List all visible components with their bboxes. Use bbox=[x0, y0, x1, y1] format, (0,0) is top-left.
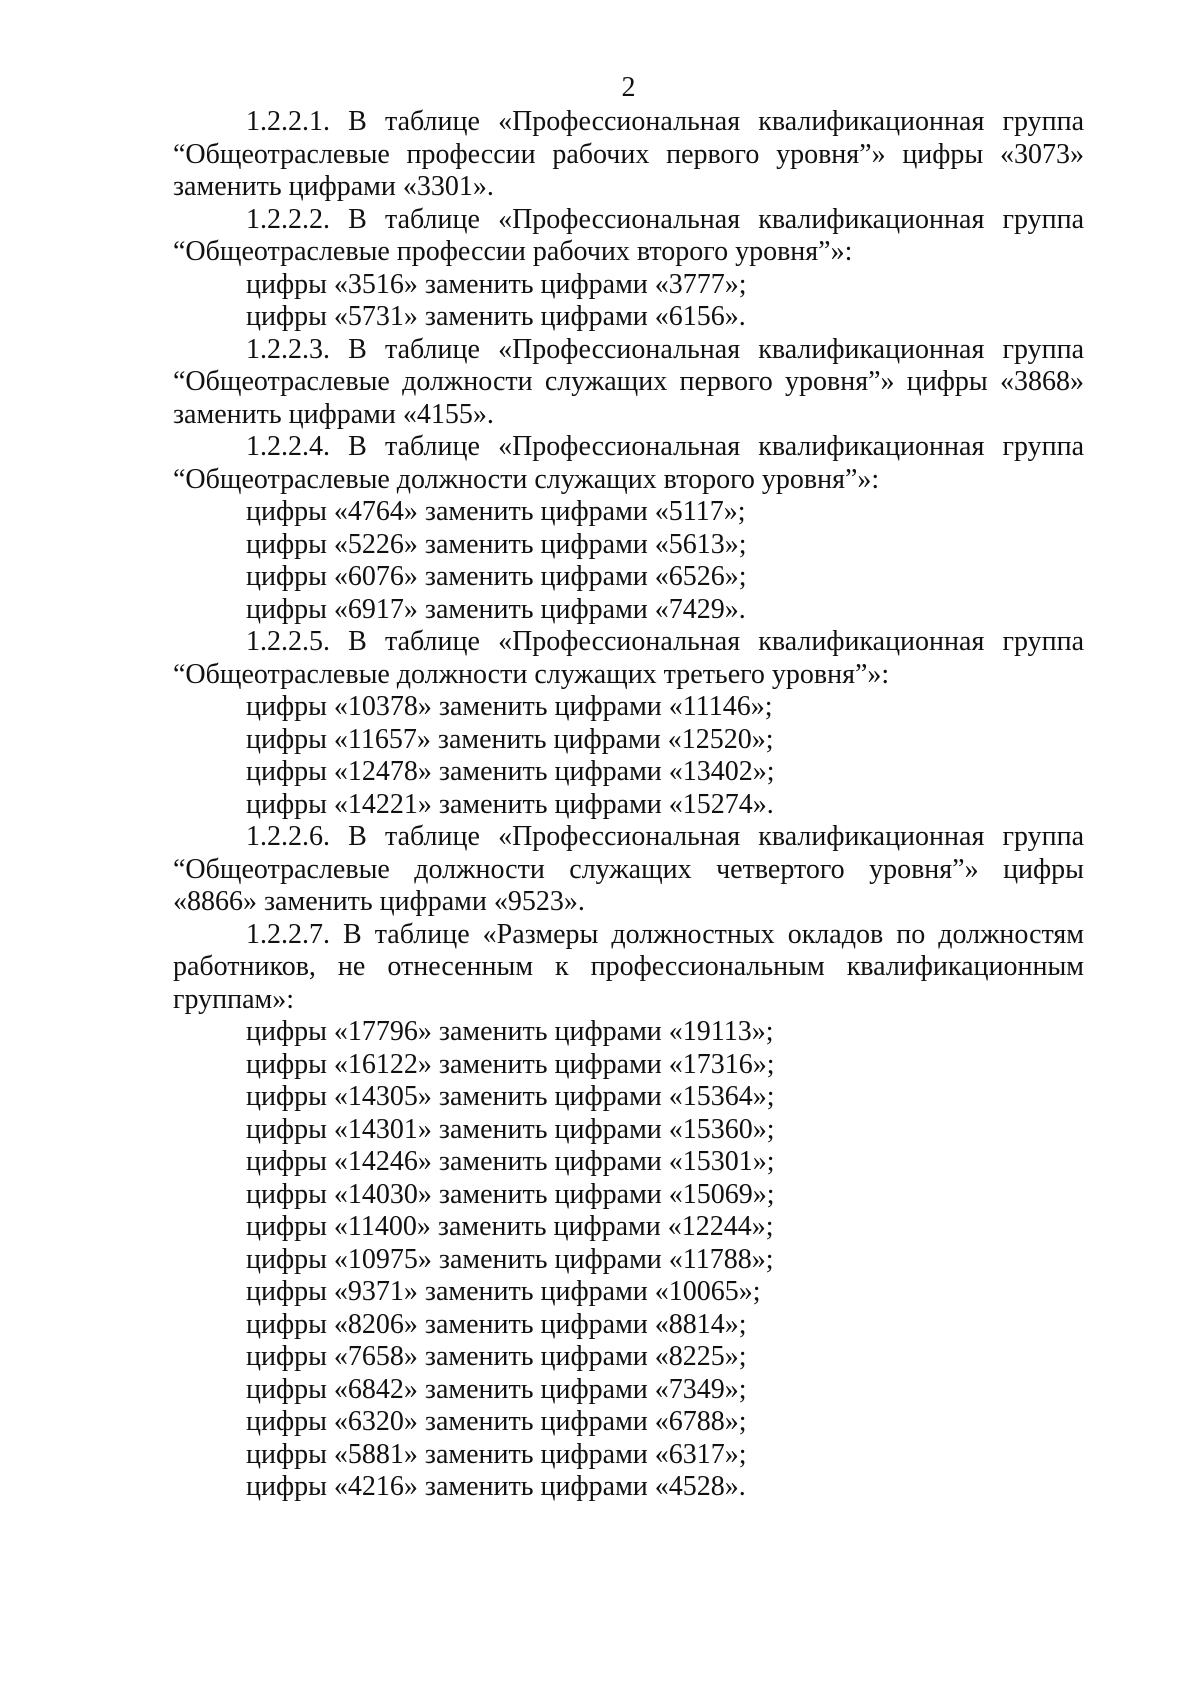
replacement-line: цифры «4216» заменить цифрами «4528». bbox=[246, 1471, 746, 1502]
paragraph: 1.2.2.5. В таблице «Профессиональная квалификационная группа “Общеотраслевые должности служащих третьего уровня”»: bbox=[173, 626, 1084, 690]
replacement-line: цифры «14221» заменить цифрами «15274». bbox=[246, 788, 774, 820]
section-1-2-2-3 bbox=[173, 334, 1084, 432]
paragraph: 1.2.2.2. В таблице «Профессиональная квалификационная группа “Общеотраслевые профессии рабочих второго уровня”»: bbox=[173, 203, 1084, 267]
paragraph: 1.2.2.3. В таблице «Профессиональная квалификационная группа “Общеотраслевые должности служащих первого уровня”» цифры «3868» заменить цифрами «4155». bbox=[173, 333, 1084, 430]
replacement-line: цифры «10975» заменить цифрами «11788»; bbox=[246, 1243, 774, 1275]
replacement-line: цифры «16122» заменить цифрами «17316»; bbox=[246, 1048, 775, 1080]
paragraph: 1.2.2.6. В таблице «Профессиональная квалификационная группа “Общеотраслевые должности служащих четвертого уровня”» цифры «8866» заменить цифрами «9523». bbox=[173, 821, 1084, 917]
replacement-line: цифры «8206» заменить цифрами «8814»; bbox=[246, 1308, 747, 1340]
replacement-line: цифры «10378» заменить цифрами «11146»; bbox=[246, 691, 773, 722]
replacement-line: цифры «6917» заменить цифрами «7429». bbox=[246, 593, 746, 625]
replacement-line: цифры «12478» заменить цифрами «13402»; bbox=[246, 756, 775, 787]
section-1-2-2-6 bbox=[173, 821, 1084, 919]
section-1-2-2-1 bbox=[173, 106, 1084, 204]
replacement-line: цифры «5881» заменить цифрами «6317»; bbox=[246, 1438, 747, 1470]
replacement-line: цифры «14246» заменить цифрами «15301»; bbox=[246, 1146, 775, 1177]
replacement-line: цифры «17796» заменить цифрами «19113»; bbox=[246, 1016, 774, 1047]
paragraph: 1.2.2.7. В таблице «Размеры должностных окладов по должностям работников, не отнесенным к профессиональным квалификационным группам»: bbox=[173, 918, 1084, 1015]
replacement-line: цифры «6076» заменить цифрами «6526»; bbox=[246, 561, 747, 592]
page-number: 2 bbox=[621, 72, 636, 103]
replacement-line: цифры «5731» заменить цифрами «6156». bbox=[246, 301, 746, 332]
replacement-line: цифры «14305» заменить цифрами «15364»; bbox=[246, 1081, 775, 1112]
replacement-line: цифры «5226» заменить цифрами «5613»; bbox=[246, 528, 747, 560]
replacement-line: цифры «6320» заменить цифрами «6788»; bbox=[246, 1406, 747, 1437]
replacement-line: цифры «14301» заменить цифрами «15360»; bbox=[246, 1113, 775, 1145]
section-1-2-2-7 bbox=[173, 919, 1084, 1504]
replacement-line: цифры «11657» заменить цифрами «12520»; bbox=[246, 723, 774, 755]
paragraph: 1.2.2.1. В таблице «Профессиональная квалификационная группа “Общеотраслевые профессии рабочих первого уровня”» цифры «3073» заменить цифрами «3301». bbox=[173, 106, 1084, 202]
replacement-line: цифры «7658» заменить цифрами «8225»; bbox=[246, 1341, 747, 1372]
replacement-line: цифры «14030» заменить цифрами «15069»; bbox=[246, 1178, 775, 1210]
section-1-2-2-2 bbox=[173, 204, 1084, 334]
replacement-line: цифры «11400» заменить цифрами «12244»; bbox=[246, 1211, 774, 1242]
replacement-line: цифры «6842» заменить цифрами «7349»; bbox=[246, 1373, 747, 1405]
section-1-2-2-4 bbox=[173, 431, 1084, 626]
replacement-line: цифры «9371» заменить цифрами «10065»; bbox=[246, 1276, 761, 1307]
paragraph: 1.2.2.4. В таблице «Профессиональная квалификационная группа “Общеотраслевые должности служащих второго уровня”»: bbox=[173, 431, 1084, 495]
section-1-2-2-5 bbox=[173, 626, 1084, 821]
replacement-line: цифры «4764» заменить цифрами «5117»; bbox=[246, 496, 746, 527]
replacement-line: цифры «3516» заменить цифрами «3777»; bbox=[246, 268, 747, 300]
